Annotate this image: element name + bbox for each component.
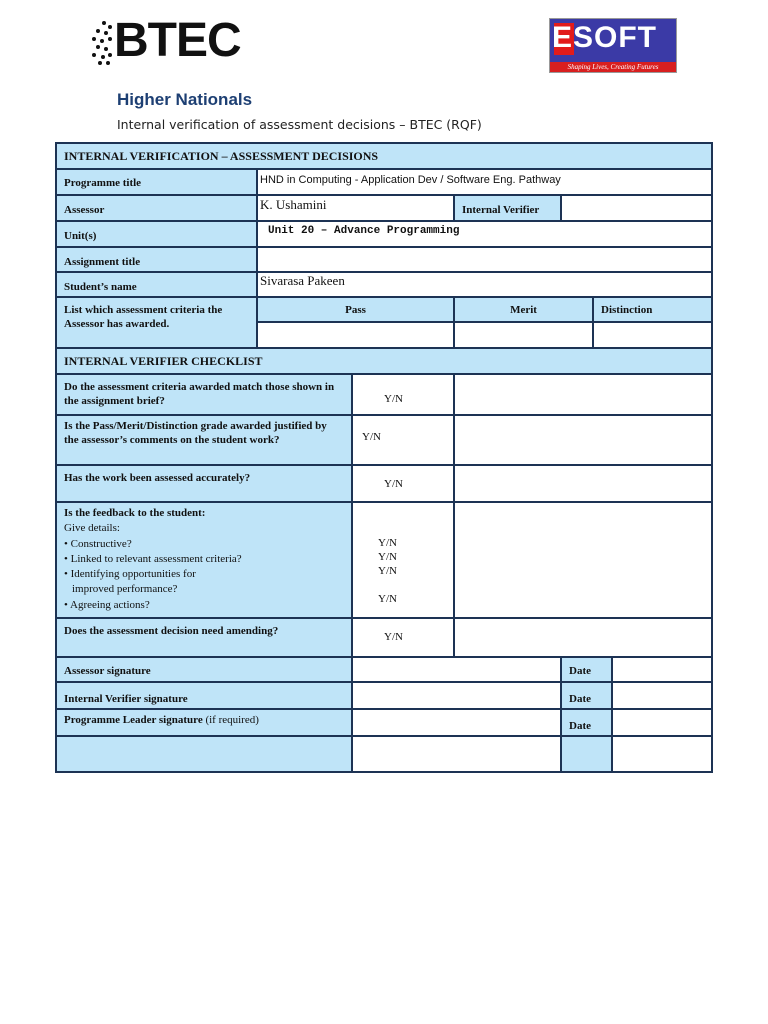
feedback-give-details: Give details:: [64, 522, 120, 535]
merit-field[interactable]: [454, 322, 593, 348]
question-assessed-accurately: Has the work been assessed accurately?: [56, 465, 352, 502]
extra-signature-field[interactable]: [352, 736, 561, 772]
unit-field[interactable]: Unit 20 – Advance Programming: [257, 221, 712, 247]
checklist-heading: INTERNAL VERIFIER CHECKLIST: [56, 348, 712, 374]
iv-signature-label: Internal Verifier signature: [56, 682, 352, 709]
iv-date-field[interactable]: [612, 682, 712, 709]
comment-criteria-match[interactable]: [454, 374, 712, 415]
answer-actions[interactable]: Y/N: [378, 593, 397, 605]
pl-signature-label: Programme Leader signature: [64, 714, 203, 726]
answer-constructive[interactable]: Y/N: [378, 537, 397, 549]
assignment-field[interactable]: [257, 247, 712, 272]
feedback-item-opportunities: • Identifying opportunities for: [64, 568, 196, 581]
comment-grade-justified[interactable]: [454, 415, 712, 465]
pl-signature-note: (if required): [205, 714, 259, 726]
feedback-item-linked: • Linked to relevant assessment criteria?: [64, 552, 242, 565]
internal-verifier-field[interactable]: [561, 195, 712, 221]
feedback-heading: Is the feedback to the student:: [64, 507, 206, 519]
answer-criteria-match[interactable]: Y/N: [352, 374, 454, 415]
feedback-item-constructive: • Constructive?: [64, 537, 132, 550]
merit-header: Merit: [454, 297, 593, 322]
decisions-heading: INTERNAL VERIFICATION – ASSESSMENT DECISIONS: [56, 143, 712, 169]
pass-field[interactable]: [257, 322, 454, 348]
answers-feedback[interactable]: [352, 502, 454, 618]
question-criteria-match: Do the assessment criteria awarded match those shown in the assignment brief?: [56, 374, 352, 415]
question-grade-justified: Is the Pass/Merit/Distinction grade awarded justified by the assessor’s comments on the student work?: [56, 415, 352, 465]
assessor-date-field[interactable]: [612, 657, 712, 682]
assessor-field[interactable]: K. Ushamini: [257, 195, 454, 221]
esoft-logo: [549, 18, 677, 73]
comment-assessed-accurately[interactable]: [454, 465, 712, 502]
answer-amending[interactable]: Y/N: [352, 618, 454, 657]
page-title: Higher Nationals: [117, 90, 253, 109]
assessor-signature-label: Assessor signature: [56, 657, 352, 682]
assessor-date-label: Date: [561, 657, 612, 682]
distinction-header: Distinction: [593, 297, 712, 322]
unit-label: Unit(s): [56, 221, 257, 247]
answer-linked[interactable]: Y/N: [378, 551, 397, 563]
pl-date-field[interactable]: [612, 709, 712, 736]
answer-assessed-accurately[interactable]: Y/N: [352, 465, 454, 502]
iv-date-label: Date: [561, 682, 612, 709]
question-amending: Does the assessment decision need amending?: [56, 618, 352, 657]
programme-label: Programme title: [56, 169, 257, 195]
student-name-field[interactable]: Sivarasa Pakeen: [257, 272, 712, 297]
extra-date-label-cell: [561, 736, 612, 772]
assessor-signature-field[interactable]: [352, 657, 561, 682]
programme-field[interactable]: HND in Computing - Application Dev / Software Eng. Pathway: [257, 169, 712, 195]
comment-amending[interactable]: [454, 618, 712, 657]
student-name-label: Student’s name: [56, 272, 257, 297]
pass-header: Pass: [257, 297, 454, 322]
verification-form: [55, 142, 713, 773]
answer-grade-justified[interactable]: Y/N: [352, 415, 454, 465]
criteria-label: List which assessment criteria the Assessor has awarded.: [56, 297, 257, 348]
pl-signature-label-cell: [56, 709, 352, 736]
internal-verifier-label: Internal Verifier: [454, 195, 561, 221]
pl-signature-field[interactable]: [352, 709, 561, 736]
answer-opportunities[interactable]: Y/N: [378, 565, 397, 577]
distinction-field[interactable]: [593, 322, 712, 348]
question-feedback: [56, 502, 352, 618]
pl-date-label: Date: [561, 709, 612, 736]
assignment-label: Assignment title: [56, 247, 257, 272]
page-subtitle: Internal verification of assessment decisions – BTEC (RQF): [117, 117, 482, 132]
btec-logo: [92, 14, 252, 69]
esoft-wordmark: ESOFT: [552, 21, 658, 54]
iv-signature-field[interactable]: [352, 682, 561, 709]
comment-feedback[interactable]: [454, 502, 712, 618]
feedback-item-performance: improved performance?: [72, 583, 178, 596]
feedback-item-actions: • Agreeing actions?: [64, 598, 150, 611]
btec-wordmark: BTEC: [114, 14, 241, 67]
extra-label-cell: [56, 736, 352, 772]
assessor-label: Assessor: [56, 195, 257, 221]
esoft-tagline: Shaping Lives, Creating Futures: [550, 62, 676, 72]
extra-date-field[interactable]: [612, 736, 712, 772]
